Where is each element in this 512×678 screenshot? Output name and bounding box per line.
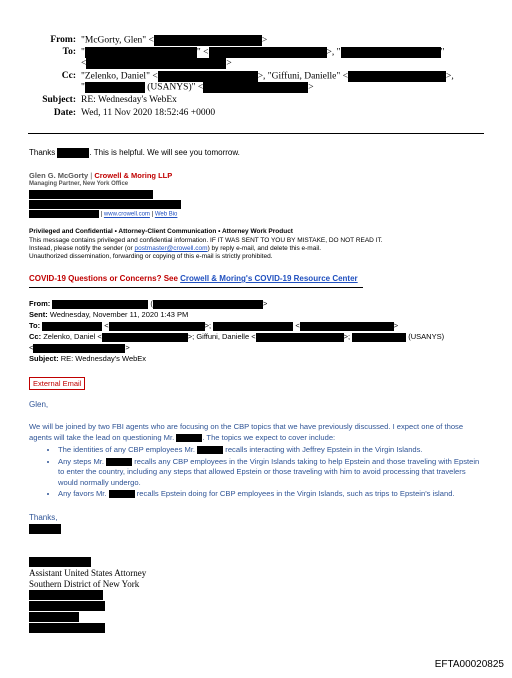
topics-list: [46, 445, 484, 501]
orig-cc-text: >;: [343, 332, 351, 341]
from-value: "McGorty, Glen" < >: [81, 35, 268, 46]
firm-name: Crowell & Moring LLP: [94, 171, 173, 180]
signature-sep: |: [88, 171, 95, 180]
to-sep: " <: [196, 47, 209, 58]
date-label: Date:: [53, 108, 76, 118]
website-link[interactable]: www.crowell.com: [103, 211, 150, 218]
cc-value: "Zelenko, Daniel" < >, "Giffuni, Danielle" < >,: [81, 71, 454, 82]
quote: ": [81, 47, 85, 58]
redaction: [85, 82, 145, 93]
redaction: [106, 458, 132, 466]
from-label: From:: [50, 35, 76, 45]
privilege-line: This message contains privileged and confidential information. IF IT WAS SENT TO YOU BY MISTAKE, DO NOT READ IT.: [29, 237, 383, 244]
signature-name: Glen G. McGorty: [29, 171, 89, 180]
redaction: [348, 71, 446, 82]
district-title: Southern District of New York: [29, 579, 140, 589]
body-paragraph: [29, 422, 484, 443]
topic-text: The identities of any CBP employees Mr.: [58, 445, 196, 454]
privilege-text: Instead, please notify the sender (or: [29, 245, 135, 252]
redaction: [341, 47, 441, 58]
redaction: [29, 210, 99, 218]
orig-to: To: < >; < >: [29, 321, 399, 330]
paragraph-text: We will be joined by two FBI agents who are focusing on the CBP topics that we have previously discussed. I expect one of those agents will take the lead on questioning Mr.: [29, 422, 464, 442]
orig-subject: [29, 354, 146, 363]
topic-item: [58, 489, 484, 500]
redaction: [86, 58, 226, 69]
redaction: [29, 590, 103, 600]
reply-text: [29, 148, 240, 158]
privilege-text: ) by reply e-mail, and delete this e-mail.: [207, 245, 322, 252]
redaction: [153, 300, 263, 309]
redaction: [52, 300, 148, 309]
orig-cc-cont: < >: [29, 343, 130, 352]
redaction: [109, 490, 135, 498]
to-value-cont: < >: [81, 58, 232, 69]
thanks-word: Thanks: [29, 148, 56, 158]
redaction: [256, 333, 344, 342]
covid-see: See: [161, 274, 181, 283]
orig-sent-value: Wednesday, November 11, 2020 1:43 PM: [49, 310, 189, 319]
covid-banner: [29, 274, 358, 283]
redaction: [158, 71, 258, 82]
topic-text: recalls Epstein doing for CBP employees in the Virgin Islands, such as trips to Epstein's island.: [136, 489, 455, 498]
redaction: [102, 333, 188, 342]
redaction: [352, 333, 406, 342]
redaction: [29, 601, 105, 611]
topic-text: Any steps Mr.: [58, 456, 104, 466]
cc-label: Cc:: [61, 71, 76, 81]
topic-text: Any favors Mr.: [58, 489, 107, 498]
to-sep: >, ": [326, 47, 341, 58]
from-name: "McGorty, Glen" <: [81, 35, 154, 46]
bates-number: EFTA00020825: [434, 659, 504, 670]
to-label: To:: [62, 47, 76, 57]
signature-name-line: [29, 171, 172, 180]
covid-resource-link[interactable]: Crowell & Moring's COVID-19 Resource Center: [180, 274, 358, 283]
topic-item: [58, 457, 484, 489]
redaction: [203, 82, 308, 93]
redaction: [29, 557, 91, 567]
web-bio-link[interactable]: Web Bio: [154, 211, 178, 218]
privilege-notice: [29, 237, 383, 261]
orig-sent: [29, 310, 188, 319]
redaction: [57, 148, 89, 158]
redaction: [85, 47, 197, 58]
orig-sent-label: Sent:: [29, 310, 48, 319]
postmaster-email-link[interactable]: postmaster@crowell.com: [134, 245, 208, 252]
redaction: [29, 524, 61, 534]
redaction: [29, 623, 105, 633]
to-value: [81, 47, 444, 58]
redaction: [300, 322, 394, 331]
aus-attorney-title: Assistant United States Attorney: [29, 568, 147, 578]
orig-cc-text: Zelenko, Daniel <: [43, 332, 102, 341]
topic-item: [58, 445, 484, 456]
quote: ": [440, 47, 445, 58]
closing: Thanks,: [29, 513, 58, 522]
orig-cc-text: (USANYS): [408, 332, 445, 341]
date-value: Wed, 11 Nov 2020 18:52:46 +0000: [81, 108, 216, 118]
redaction: [29, 200, 181, 209]
greeting: Glen,: [29, 400, 49, 409]
orig-subject-value: RE: Wednesday's WebEx: [60, 354, 147, 363]
orig-cc: [29, 332, 444, 342]
privilege-line: [29, 245, 383, 253]
redaction: [197, 446, 223, 454]
header-divider: [28, 133, 484, 134]
topic-text: recalls interacting with Jeffrey Epstein in the Virgin Islands.: [225, 445, 423, 454]
subject-value: RE: Wednesday's WebEx: [81, 95, 177, 105]
redaction: [109, 322, 205, 331]
subject-label: Subject:: [42, 95, 76, 105]
external-email-tag: External Email: [29, 377, 85, 390]
covid-question: COVID-19 Questions or Concerns?: [29, 274, 162, 283]
orig-cc-label: Cc:: [29, 332, 42, 341]
redaction: [176, 434, 202, 442]
cc-name: (USANYS)" <: [147, 82, 204, 93]
covid-divider: [29, 287, 363, 288]
redaction: [33, 344, 125, 353]
thanks-rest: . This is helpful. We will see you tomorrow.: [89, 148, 240, 158]
redaction: [42, 322, 102, 331]
redaction: [213, 322, 293, 331]
topic-text: recalls any CBP employees in the Virgin Islands taking to help Epstein and those traveling with Epstein to enter the country, including any steps that allowed Epstein or those traveling with him to avoid processing that travelers would normally undergo.: [58, 456, 480, 487]
orig-subject-label: Subject:: [29, 354, 59, 363]
redaction: [209, 47, 327, 58]
signature-title: Managing Partner, New York Office: [29, 181, 129, 187]
signature-links: | www.crowell.com | Web Bio: [29, 210, 177, 218]
redaction: [29, 612, 79, 622]
orig-from-label: From:: [29, 299, 51, 308]
orig-from: From: ( >: [29, 299, 268, 308]
cc-value-cont: " (USANYS)" < >: [81, 82, 314, 93]
privilege-line: Unauthorized dissemination, forwarding or copying of this e-mail is strictly prohibited.: [29, 253, 273, 260]
redaction: [154, 35, 262, 46]
privilege-heading: Privileged and Confidential • Attorney-Client Communication • Attorney Work Product: [29, 228, 293, 235]
orig-to-label: To:: [29, 321, 41, 330]
orig-cc-text: >; Giffuni, Danielle <: [187, 332, 256, 341]
redaction: [29, 190, 153, 199]
cc-name: "Zelenko, Daniel" <: [81, 71, 158, 82]
paragraph-text: . The topics we expect to cover include:: [202, 432, 336, 442]
cc-name: >, "Giffuni, Danielle" <: [257, 71, 349, 82]
